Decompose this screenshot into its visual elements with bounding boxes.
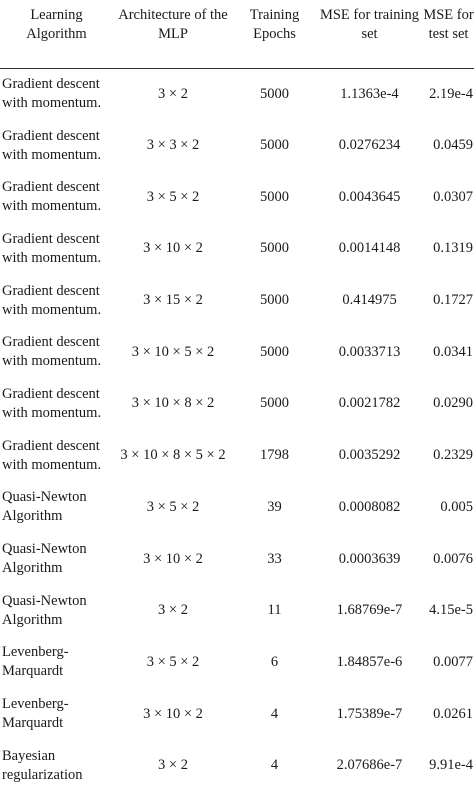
cell-architecture: 3 × 2 bbox=[158, 757, 188, 774]
cell-mse-test: 2.19e-4 bbox=[429, 85, 473, 102]
cell-training-epochs: 5000 bbox=[260, 137, 289, 154]
cell-learning-algorithm: Gradient descent with momentum. bbox=[2, 179, 102, 215]
cell-mse-training: 0.0035292 bbox=[338, 447, 401, 464]
header-mse-test: MSE for test set bbox=[423, 7, 474, 42]
cell-architecture: 3 × 10 × 2 bbox=[143, 240, 203, 257]
table-row bbox=[0, 68, 474, 120]
table-row bbox=[0, 326, 474, 378]
cell-mse-test: 0.0341 bbox=[433, 343, 473, 360]
cell-mse-training: 1.1363e-4 bbox=[340, 85, 399, 102]
header-learning-algorithm: Learning Algorithm bbox=[26, 7, 87, 42]
cell-architecture: 3 × 5 × 2 bbox=[146, 653, 200, 670]
cell-mse-training: 2.07686e-7 bbox=[336, 757, 403, 774]
cell-learning-algorithm: Gradient descent with momentum. bbox=[2, 230, 102, 266]
table-row bbox=[0, 430, 474, 482]
table-row bbox=[0, 585, 474, 637]
cell-training-epochs: 5000 bbox=[260, 395, 289, 412]
cell-mse-test: 0.1319 bbox=[433, 240, 473, 257]
cell-mse-test: 9.91e-4 bbox=[429, 757, 473, 774]
cell-learning-algorithm: Quasi-Newton Algorithm bbox=[2, 541, 87, 577]
cell-training-epochs: 4 bbox=[270, 757, 279, 774]
cell-training-epochs: 11 bbox=[267, 602, 282, 619]
cell-learning-algorithm: Levenberg-Marquardt bbox=[2, 644, 69, 680]
cell-architecture: 3 × 3 × 2 bbox=[146, 137, 200, 154]
table-row bbox=[0, 120, 474, 172]
table-row bbox=[0, 740, 474, 792]
cell-mse-test: 0.0261 bbox=[433, 705, 473, 722]
cell-training-epochs: 5000 bbox=[260, 240, 289, 257]
cell-mse-training: 0.0003639 bbox=[338, 550, 401, 567]
cell-training-epochs: 6 bbox=[270, 653, 279, 670]
cell-mse-test: 0.0290 bbox=[433, 395, 473, 412]
cell-mse-training: 0.0021782 bbox=[338, 395, 401, 412]
table-row bbox=[0, 223, 474, 275]
cell-mse-training: 0.0014148 bbox=[338, 240, 401, 257]
cell-architecture: 3 × 5 × 2 bbox=[146, 188, 200, 205]
header-training-epochs: Training Epochs bbox=[249, 7, 300, 42]
cell-architecture: 3 × 10 × 2 bbox=[143, 550, 203, 567]
cell-training-epochs: 5000 bbox=[260, 188, 289, 205]
cell-learning-algorithm: Gradient descent with momentum. bbox=[2, 385, 102, 421]
cell-architecture: 3 × 10 × 8 × 2 bbox=[131, 395, 215, 412]
cell-training-epochs: 5000 bbox=[260, 343, 289, 360]
cell-architecture: 3 × 10 × 5 × 2 bbox=[131, 343, 215, 360]
cell-mse-test: 0.0459 bbox=[433, 137, 473, 154]
cell-mse-training: 0.414975 bbox=[342, 292, 397, 309]
cell-training-epochs: 5000 bbox=[260, 292, 289, 309]
header-mse-training: MSE for training set bbox=[319, 7, 420, 42]
cell-mse-test: 0.0307 bbox=[433, 188, 473, 205]
cell-learning-algorithm: Quasi-Newton Algorithm bbox=[2, 592, 87, 628]
cell-mse-test: 0.0077 bbox=[433, 653, 473, 670]
cell-architecture: 3 × 10 × 8 × 5 × 2 bbox=[120, 447, 226, 464]
cell-mse-training: 0.0043645 bbox=[338, 188, 401, 205]
table-row bbox=[0, 171, 474, 223]
cell-learning-algorithm: Gradient descent with momentum. bbox=[2, 76, 102, 112]
cell-architecture: 3 × 2 bbox=[158, 85, 188, 102]
cell-learning-algorithm: Gradient descent with momentum. bbox=[2, 282, 102, 318]
table-row bbox=[0, 378, 474, 430]
cell-mse-test: 0.005 bbox=[440, 498, 473, 515]
cell-training-epochs: 39 bbox=[267, 498, 282, 515]
cell-mse-training: 0.0276234 bbox=[338, 137, 401, 154]
cell-mse-training: 1.75389e-7 bbox=[336, 705, 403, 722]
cell-mse-training: 0.0033713 bbox=[338, 343, 401, 360]
cell-mse-test: 0.1727 bbox=[433, 292, 473, 309]
header-row bbox=[0, 0, 474, 68]
cell-learning-algorithm: Levenberg-Marquardt bbox=[2, 696, 69, 732]
cell-architecture: 3 × 2 bbox=[158, 602, 188, 619]
cell-architecture: 3 × 15 × 2 bbox=[143, 292, 203, 309]
table-body bbox=[0, 68, 474, 792]
table-row bbox=[0, 688, 474, 740]
cell-learning-algorithm: Quasi-Newton Algorithm bbox=[2, 489, 87, 525]
cell-architecture: 3 × 5 × 2 bbox=[146, 498, 200, 515]
table-row bbox=[0, 637, 474, 689]
header-architecture: Architecture of the MLP bbox=[118, 7, 228, 42]
cell-mse-training: 1.68769e-7 bbox=[336, 602, 403, 619]
cell-training-epochs: 5000 bbox=[260, 85, 289, 102]
table-row bbox=[0, 482, 474, 534]
cell-architecture: 3 × 10 × 2 bbox=[143, 705, 203, 722]
cell-learning-algorithm: Bayesian regularization bbox=[2, 747, 83, 783]
cell-training-epochs: 1798 bbox=[260, 447, 289, 464]
cell-mse-test: 0.0076 bbox=[433, 550, 473, 567]
table-row bbox=[0, 533, 474, 585]
cell-mse-test: 4.15e-5 bbox=[429, 602, 473, 619]
cell-mse-training: 1.84857e-6 bbox=[336, 653, 403, 670]
table-header bbox=[0, 0, 474, 68]
cell-training-epochs: 4 bbox=[270, 705, 279, 722]
cell-mse-test: 0.2329 bbox=[433, 447, 473, 464]
cell-learning-algorithm: Gradient descent with momentum. bbox=[2, 127, 102, 163]
cell-mse-training: 0.0008082 bbox=[338, 498, 401, 515]
cell-learning-algorithm: Gradient descent with momentum. bbox=[2, 437, 102, 473]
cell-training-epochs: 33 bbox=[267, 550, 282, 567]
table-row bbox=[0, 275, 474, 327]
cell-learning-algorithm: Gradient descent with momentum. bbox=[2, 334, 102, 370]
